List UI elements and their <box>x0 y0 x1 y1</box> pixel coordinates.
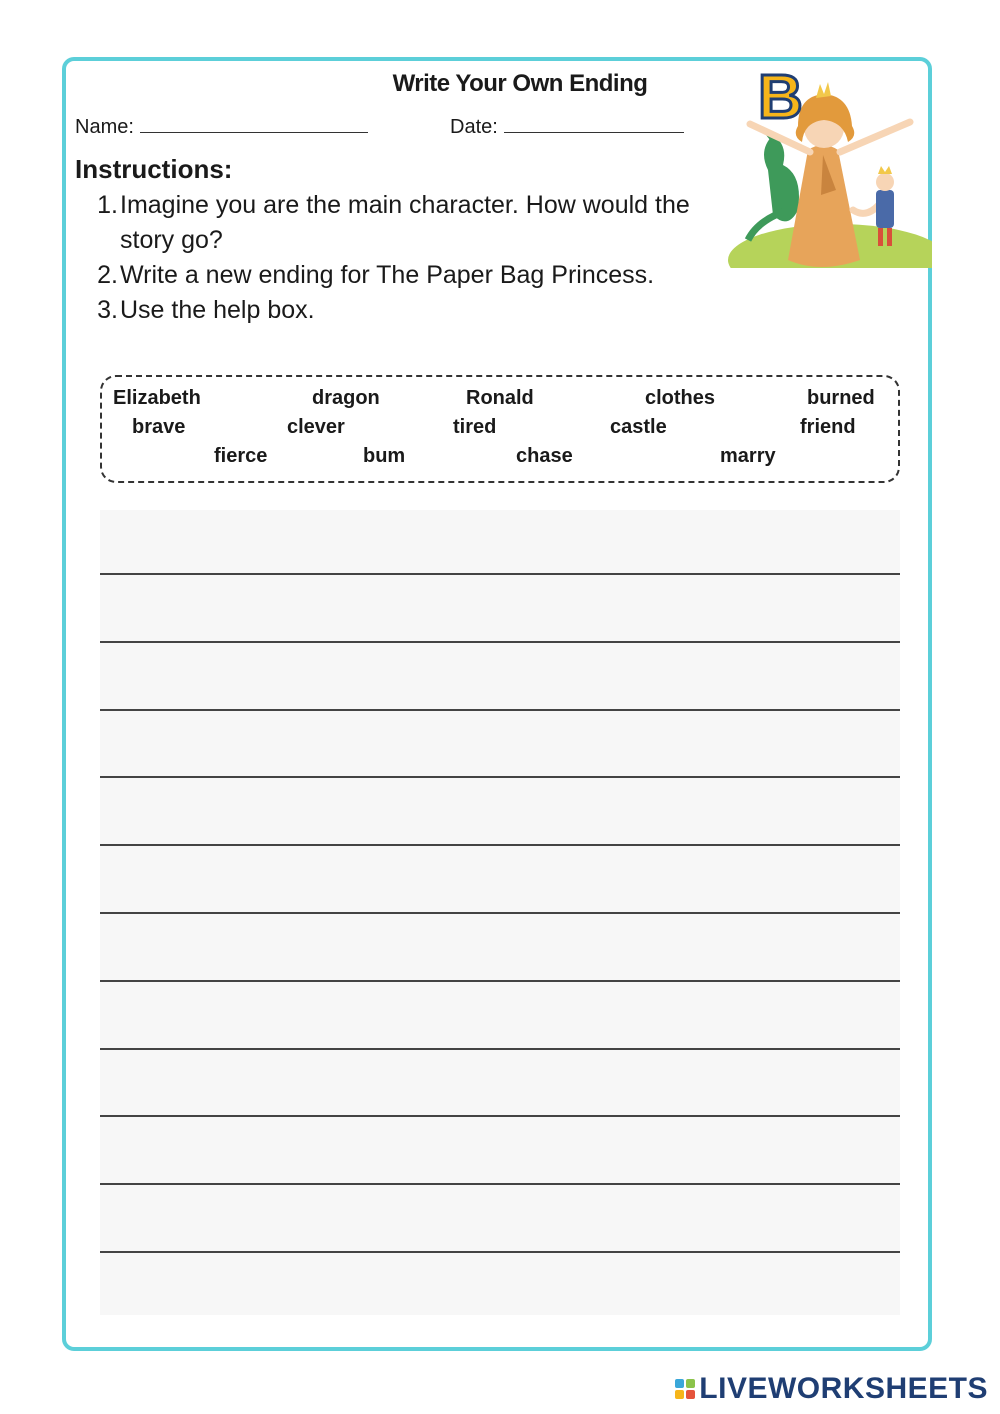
writing-line[interactable] <box>100 912 900 914</box>
brand-text: LIVEWORKSHEETS <box>699 1372 988 1405</box>
liveworksheets-brand <box>675 1372 988 1406</box>
logo-tile <box>686 1390 695 1399</box>
writing-line[interactable] <box>100 1251 900 1253</box>
writing-line[interactable] <box>100 844 900 846</box>
paper-bag-princess-illustration <box>728 60 932 268</box>
name-label: Name: <box>75 116 134 138</box>
date-line[interactable] <box>504 114 684 133</box>
name-line[interactable] <box>140 114 368 133</box>
instructions-list <box>90 188 690 328</box>
writing-line[interactable] <box>100 1048 900 1050</box>
instruction-item: 3. Use the help box. <box>97 296 315 324</box>
help-word: dragon <box>312 387 380 409</box>
help-word: castle <box>610 416 667 438</box>
liveworksheets-logo-icon <box>675 1379 695 1399</box>
writing-line[interactable] <box>100 1183 900 1185</box>
writing-line[interactable] <box>100 776 900 778</box>
help-box <box>100 375 900 483</box>
help-word: brave <box>132 416 186 438</box>
help-word: friend <box>800 416 856 438</box>
help-word: clothes <box>645 387 716 409</box>
logo-tile <box>675 1379 684 1388</box>
name-field[interactable] <box>75 114 368 139</box>
help-word: chase <box>516 445 573 467</box>
help-word: Elizabeth <box>113 387 201 409</box>
writing-line[interactable] <box>100 641 900 643</box>
instructions-heading: Instructions: <box>75 154 233 184</box>
instruction-item: 2. Write a new ending for The Paper Bag Princess. <box>97 261 655 289</box>
instruction-item: 1. Imagine you are the main character. How would the story go? <box>97 191 690 254</box>
help-word: burned <box>807 387 875 409</box>
logo-tile <box>675 1390 684 1399</box>
help-word: Ronald <box>466 387 534 409</box>
writing-line[interactable] <box>100 1115 900 1117</box>
worksheet-title: Write Your Own Ending <box>392 70 648 97</box>
illustration-letter: B <box>758 63 803 132</box>
help-word: marry <box>720 445 776 467</box>
date-field[interactable] <box>450 114 684 139</box>
help-word: fierce <box>214 445 268 467</box>
help-word: bum <box>363 445 406 467</box>
writing-line[interactable] <box>100 980 900 982</box>
date-label: Date: <box>450 116 498 138</box>
logo-tile <box>686 1379 695 1388</box>
writing-line[interactable] <box>100 573 900 575</box>
writing-line[interactable] <box>100 709 900 711</box>
writing-area[interactable] <box>100 510 900 1315</box>
help-word: clever <box>287 416 345 438</box>
help-word: tired <box>453 416 497 438</box>
